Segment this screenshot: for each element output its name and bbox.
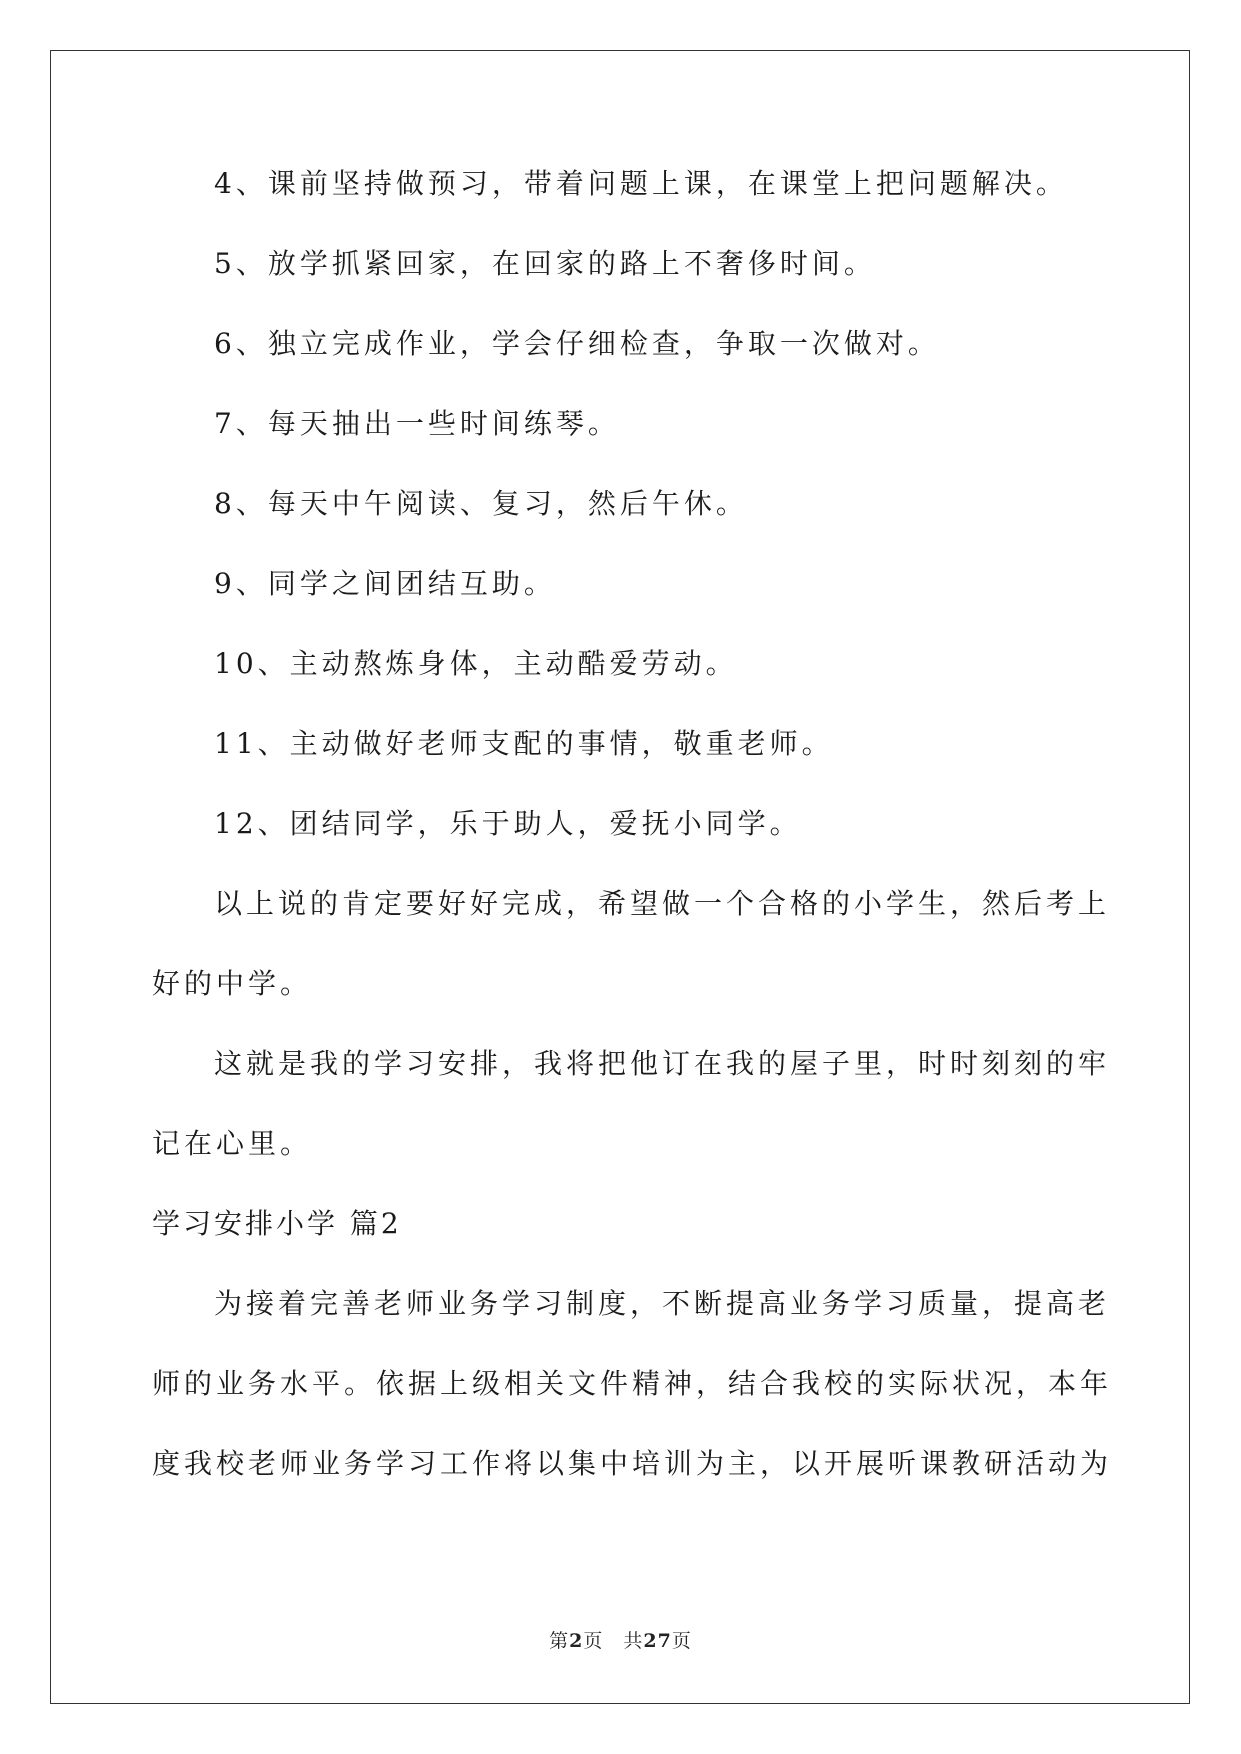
list-item: 11、主动做好老师支配的事情，敬重老师。: [214, 727, 834, 760]
page-footer: [0, 1626, 1241, 1653]
paragraph-line: 记在心里。: [152, 1127, 313, 1160]
footer-mid: 页 共: [583, 1630, 644, 1652]
paragraph-line: 为接着完善老师业务学习制度，不断提高业务学习质量，提高老: [214, 1287, 1111, 1320]
footer-prefix: 第: [549, 1630, 570, 1652]
section-heading: 学习安排小学 篇2: [152, 1207, 402, 1240]
list-item: 5、放学抓紧回家，在回家的路上不奢侈时间。: [214, 247, 876, 280]
footer-suffix: 页: [671, 1630, 692, 1652]
list-item: 4、课前坚持做预习，带着问题上课，在课堂上把问题解决。: [214, 167, 1068, 200]
paragraph-line: 师的业务水平。依据上级相关文件精神，结合我校的实际状况，本年: [152, 1367, 1113, 1400]
list-item: 12、团结同学，乐于助人，爱抚小同学。: [214, 807, 802, 840]
paragraph-line: 度我校老师业务学习工作将以集中培训为主，以开展听课教研活动为: [152, 1447, 1113, 1480]
list-item: 7、每天抽出一些时间练琴。: [214, 407, 620, 440]
list-item: 9、同学之间团结互助。: [214, 567, 556, 600]
paragraph-line: 这就是我的学习安排，我将把他订在我的屋子里，时时刻刻的牢: [214, 1047, 1111, 1080]
current-page-number: 2: [569, 1630, 584, 1652]
list-item: 8、每天中午阅读、复习，然后午休。: [214, 487, 748, 520]
total-page-count: 27: [643, 1630, 672, 1652]
paragraph-line: 好的中学。: [152, 967, 313, 1000]
list-item: 10、主动熬炼身体，主动酷爱劳动。: [214, 647, 738, 680]
paragraph-line: 以上说的肯定要好好完成，希望做一个合格的小学生，然后考上: [214, 887, 1111, 920]
list-item: 6、独立完成作业，学会仔细检查，争取一次做对。: [214, 327, 940, 360]
